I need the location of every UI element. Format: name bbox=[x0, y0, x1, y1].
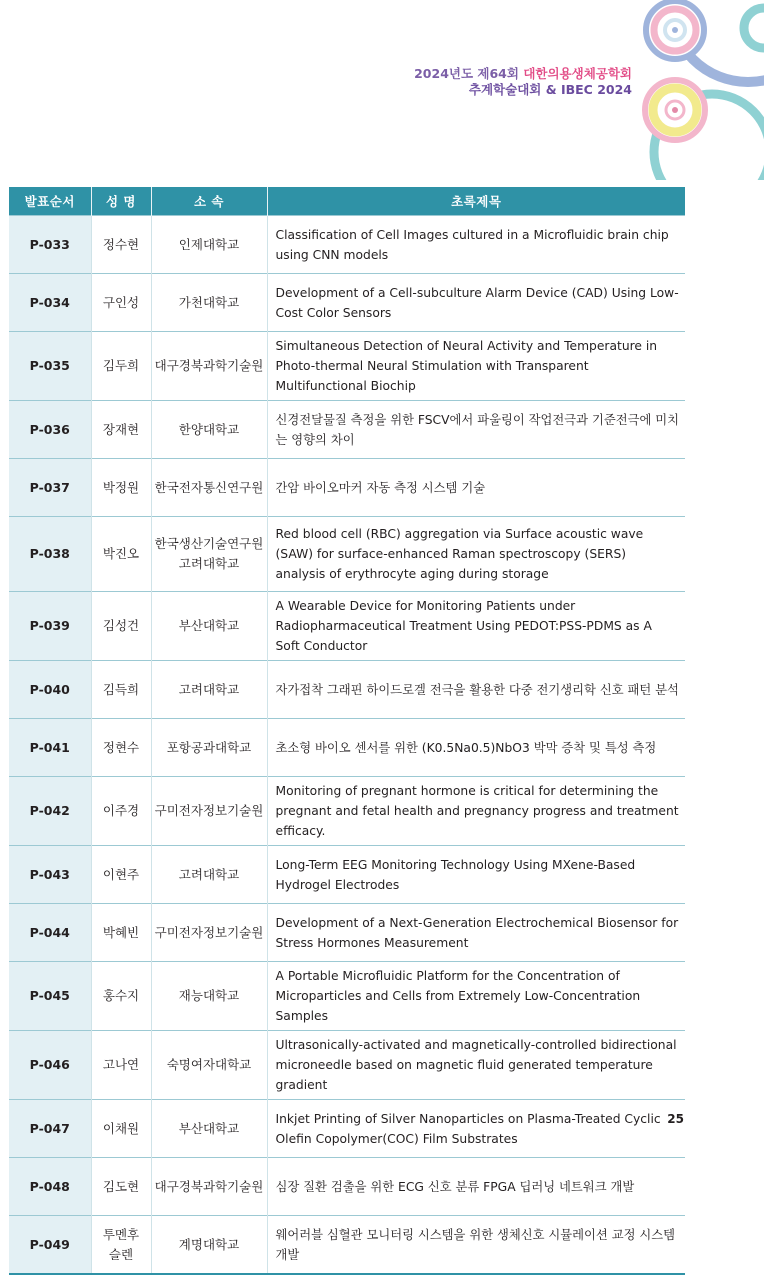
presenter-name: 구인성 bbox=[91, 274, 151, 332]
column-header-title: 초록제목 bbox=[267, 187, 685, 216]
presentation-code: P-036 bbox=[9, 401, 91, 459]
presentation-code: P-048 bbox=[9, 1158, 91, 1216]
deco-ring-teal-small bbox=[744, 8, 764, 48]
conference-edition: 2024년도 제64회 bbox=[414, 66, 524, 81]
affiliation: 구미전자정보기술원 bbox=[151, 904, 267, 962]
affiliation: 포항공과대학교 bbox=[151, 719, 267, 777]
conference-title-line1 bbox=[414, 66, 632, 82]
presenter-name: 김도현 bbox=[91, 1158, 151, 1216]
presentation-code: P-046 bbox=[9, 1031, 91, 1100]
presenter-name: 정수현 bbox=[91, 216, 151, 274]
table-row bbox=[9, 517, 685, 592]
table-row bbox=[9, 777, 685, 846]
presenter-name: 이채원 bbox=[91, 1100, 151, 1158]
table-row bbox=[9, 904, 685, 962]
presentation-code: P-042 bbox=[9, 777, 91, 846]
presenter-name: 박혜빈 bbox=[91, 904, 151, 962]
table-row bbox=[9, 1100, 685, 1158]
conference-title-line2: 추계학술대회 & IBEC 2024 bbox=[468, 82, 632, 97]
presenter-name: 정현수 bbox=[91, 719, 151, 777]
affiliation: 구미전자정보기술원 bbox=[151, 777, 267, 846]
presenter-name: 고나연 bbox=[91, 1031, 151, 1100]
presenter-name: 이현주 bbox=[91, 846, 151, 904]
abstract-title: 신경전달물질 측정을 위한 FSCV에서 파울링이 작업전극과 기준전극에 미치는 영향의 차이 bbox=[267, 401, 685, 459]
table-row bbox=[9, 332, 685, 401]
table-row bbox=[9, 1158, 685, 1216]
presentation-code: P-039 bbox=[9, 592, 91, 661]
conference-header bbox=[414, 66, 632, 98]
abstract-title: 초소형 바이오 센서를 위한 (K0.5Na0.5)NbO3 박막 증착 및 특성 측정 bbox=[267, 719, 685, 777]
poster-program-table bbox=[9, 187, 685, 1275]
presenter-name: 김득희 bbox=[91, 661, 151, 719]
affiliation: 숙명여자대학교 bbox=[151, 1031, 267, 1100]
table-row bbox=[9, 592, 685, 661]
affiliation: 부산대학교 bbox=[151, 592, 267, 661]
table-row bbox=[9, 401, 685, 459]
table-row bbox=[9, 1216, 685, 1275]
presenter-name: 박정원 bbox=[91, 459, 151, 517]
abstract-title: Red blood cell (RBC) aggregation via Surface acoustic wave (SAW) for surface-enhanced Raman spectroscopy (SERS) analysis of erythrocyte aging during storage bbox=[267, 517, 685, 592]
presentation-code: P-037 bbox=[9, 459, 91, 517]
presenter-name: 장재현 bbox=[91, 401, 151, 459]
table-row bbox=[9, 962, 685, 1031]
affiliation: 대구경북과학기술원 bbox=[151, 1158, 267, 1216]
abstract-title: A Portable Microfluidic Platform for the Concentration of Microparticles and Cells from Extremely Low-Concentration Samples bbox=[267, 962, 685, 1031]
presenter-name: 김성건 bbox=[91, 592, 151, 661]
presentation-code: P-047 bbox=[9, 1100, 91, 1158]
abstract-title: Development of a Next-Generation Electrochemical Biosensor for Stress Hormones Measurement bbox=[267, 904, 685, 962]
abstract-title: Development of a Cell-subculture Alarm Device (CAD) Using Low-Cost Color Sensors bbox=[267, 274, 685, 332]
affiliation: 고려대학교 bbox=[151, 661, 267, 719]
affiliation: 대구경북과학기술원 bbox=[151, 332, 267, 401]
table-row bbox=[9, 846, 685, 904]
affiliation: 부산대학교 bbox=[151, 1100, 267, 1158]
column-header-name: 성 명 bbox=[91, 187, 151, 216]
presentation-code: P-049 bbox=[9, 1216, 91, 1275]
table-row bbox=[9, 661, 685, 719]
table-row bbox=[9, 459, 685, 517]
presentation-code: P-043 bbox=[9, 846, 91, 904]
abstract-title: 웨어러블 심혈관 모니터링 시스템을 위한 생체신호 시뮬레이션 교정 시스템 개발 bbox=[267, 1216, 685, 1275]
presentation-code: P-041 bbox=[9, 719, 91, 777]
column-header-order: 발표순서 bbox=[9, 187, 91, 216]
affiliation: 재능대학교 bbox=[151, 962, 267, 1031]
affiliation: 인제대학교 bbox=[151, 216, 267, 274]
table-row bbox=[9, 1031, 685, 1100]
page-number: 25 bbox=[667, 1112, 684, 1126]
table-row bbox=[9, 216, 685, 274]
affiliation: 한국생산기술연구원 고려대학교 bbox=[151, 517, 267, 592]
presentation-code: P-035 bbox=[9, 332, 91, 401]
affiliation: 가천대학교 bbox=[151, 274, 267, 332]
abstract-title: Ultrasonically-activated and magnetically-controlled bidirectional microneedle based on magnetic fluid generated temperature gradient bbox=[267, 1031, 685, 1100]
affiliation: 한양대학교 bbox=[151, 401, 267, 459]
presentation-code: P-038 bbox=[9, 517, 91, 592]
abstract-title: 자가접착 그래핀 하이드로겔 전극을 활용한 다중 전기생리학 신호 패턴 분석 bbox=[267, 661, 685, 719]
presentation-code: P-040 bbox=[9, 661, 91, 719]
presenter-name: 이주경 bbox=[91, 777, 151, 846]
presenter-name: 홍수지 bbox=[91, 962, 151, 1031]
abstract-title: Monitoring of pregnant hormone is critical for determining the pregnant and fetal health and pregnancy progress and treatment efficacy. bbox=[267, 777, 685, 846]
presentation-code: P-045 bbox=[9, 962, 91, 1031]
presenter-name: 김두희 bbox=[91, 332, 151, 401]
table-header-row bbox=[9, 187, 685, 216]
abstract-title: 심장 질환 검출을 위한 ECG 신호 분류 FPGA 딥러닝 네트워크 개발 bbox=[267, 1158, 685, 1216]
presentation-code: P-034 bbox=[9, 274, 91, 332]
table-row bbox=[9, 719, 685, 777]
abstract-title: Simultaneous Detection of Neural Activity and Temperature in Photo-thermal Neural Stimulation with Transparent Multifunctional Biochip bbox=[267, 332, 685, 401]
table-row bbox=[9, 274, 685, 332]
presenter-name: 투멘후 슬렌 bbox=[91, 1216, 151, 1275]
abstract-title: Long-Term EEG Monitoring Technology Using MXene-Based Hydrogel Electrodes bbox=[267, 846, 685, 904]
abstract-title: Inkjet Printing of Silver Nanoparticles on Plasma-Treated Cyclic Olefin Copolymer(COC) Film Substrates bbox=[267, 1100, 685, 1158]
deco-dot-blue bbox=[672, 27, 678, 33]
affiliation: 한국전자통신연구원 bbox=[151, 459, 267, 517]
abstract-title: 간암 바이오마커 자동 측정 시스템 기술 bbox=[267, 459, 685, 517]
society-name: 대한의용생체공학회 bbox=[523, 66, 632, 81]
column-header-affiliation: 소 속 bbox=[151, 187, 267, 216]
affiliation: 계명대학교 bbox=[151, 1216, 267, 1275]
presenter-name: 박진오 bbox=[91, 517, 151, 592]
deco-dot-pink bbox=[672, 107, 678, 113]
presentation-code: P-033 bbox=[9, 216, 91, 274]
abstract-title: Classification of Cell Images cultured in a Microfluidic brain chip using CNN models bbox=[267, 216, 685, 274]
presentation-code: P-044 bbox=[9, 904, 91, 962]
abstract-title: A Wearable Device for Monitoring Patients under Radiopharmaceutical Treatment Using PEDOT:PSS-PDMS as A Soft Conductor bbox=[267, 592, 685, 661]
affiliation: 고려대학교 bbox=[151, 846, 267, 904]
